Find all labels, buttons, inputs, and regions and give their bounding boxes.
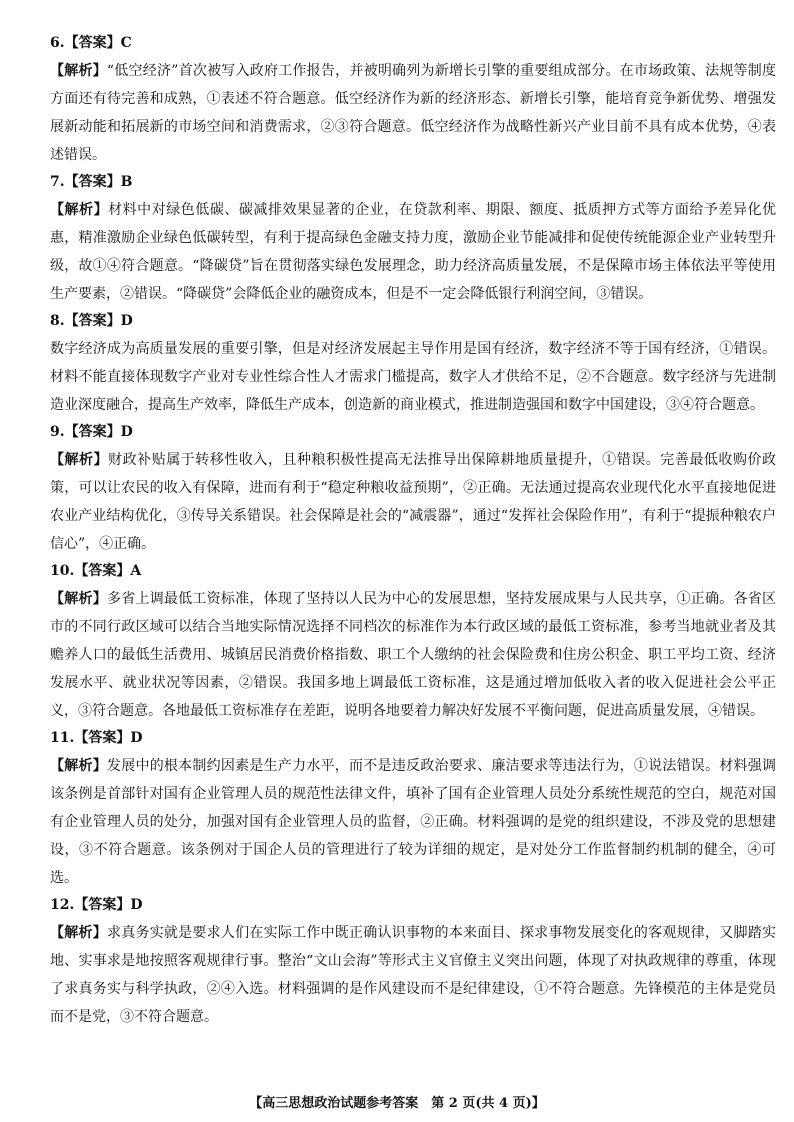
answer-line — [50, 310, 776, 332]
analysis-paragraph — [50, 196, 776, 308]
analysis-tag: 【解析】 — [50, 925, 107, 941]
question-9 — [50, 421, 776, 558]
analysis-paragraph — [50, 752, 776, 892]
analysis-tag: 【解析】 — [50, 758, 107, 774]
analysis-tag: 【解析】 — [50, 63, 107, 79]
answer-value: D — [120, 424, 133, 440]
answer-line — [50, 560, 776, 582]
analysis-paragraph — [50, 585, 776, 725]
answer-line — [50, 894, 776, 916]
answer-value: A — [130, 563, 142, 579]
question-7 — [50, 171, 776, 308]
analysis-paragraph — [50, 335, 776, 419]
answer-tag: 【答案】 — [64, 174, 121, 190]
analysis-text: 多省上调最低工资标准，体现了坚持以人民为中心的发展思想，坚持发展成果与人民共享，①正确。各省区市的不同行政区域可以结合当地实际情况选择不同档次的标准作为本行政区域的最低工资标准，参考当地就业者及其赡养人口的最低生活费用、城镇居民消费价格指数、职工个人缴纳的社会保险费和住房公积金、职工平均工资、经济发展水平、就业状况等因素，②错误。我国多地上调最低工资标准，这是通过增加低收入者的收入促进社会公平正义，③符合题意。各地最低工资标准存在差距，说明各地要着力解决好发展不平衡问题，促进高质量发展，④错误。 — [50, 591, 777, 719]
answer-line — [50, 171, 776, 193]
analysis-text: 求真务实就是要求人们在实际工作中既正确认识事物的本来面目、探求事物发展变化的客观规律，又脚踏实地、实事求是地按照客观规律行事。整治“文山会海”等形式主义官僚主义突出问题，体现了对执政规律的尊重，体现了求真务实与科学执政，②④入选。材料强调的是作风建设而不是纪律建设，①不符合题意。先锋模范的主体是党员而不是党，③不符合题意。 — [50, 925, 777, 1025]
question-number: 8. — [50, 313, 65, 329]
answer-tag: 【答案】 — [74, 897, 131, 913]
answer-value: B — [120, 174, 133, 190]
analysis-tag: 【解析】 — [50, 202, 109, 218]
question-number: 9. — [50, 424, 65, 440]
analysis-tag: 【解析】 — [50, 591, 107, 607]
answer-tag: 【答案】 — [64, 35, 121, 51]
question-number: 6. — [50, 35, 65, 51]
question-number: 7. — [50, 174, 65, 190]
analysis-paragraph — [50, 57, 776, 169]
page-footer: 【高三思想政治试题参考答案 第 2 页(共 4 页)】 — [249, 1096, 545, 1111]
answer-list — [50, 32, 776, 1033]
question-number: 12. — [50, 897, 75, 913]
question-number: 10. — [50, 563, 75, 579]
analysis-text: “低空经济”首次被写入政府工作报告，并被明确列为新增长引擎的重要组成部分。在市场政策、法规等制度方面还有待完善和成熟，①表述不符合题意。低空经济作为新的经济形态、新增长引擎，能培育竞争新优势、增强发展新动能和拓展新的市场空间和消费需求，②③符合题意。低空经济作为战略性新兴产业目前不具有成本优势，④表述错误。 — [50, 63, 777, 163]
answer-tag: 【答案】 — [74, 563, 131, 579]
analysis-paragraph — [50, 919, 776, 1031]
answer-value: D — [130, 897, 143, 913]
answer-tag: 【答案】 — [64, 424, 121, 440]
analysis-text: 材料中对绿色低碳、碳减排效果显著的企业，在贷款利率、期限、额度、抵质押方式等方面给予差异化优惠，精准激励企业绿色低碳转型，有利于提高绿色金融支持力度，激励企业节能减排和促使传统能源企业产业转型升级，故①④符合题意。“降碳贷”旨在贯彻落实绿色发展理念，助力经济高质量发展，不是保障市场主体依法平等使用生产要素，②错误。“降碳贷”会降低企业的融资成本，但是不一定会降低银行利润空间，③错误。 — [50, 202, 776, 302]
analysis-text: 财政补贴属于转移性收入，且种粮积极性提高无法推导出保障耕地质量提升，①错误。完善最低收购价政策，可以让农民的收入有保障，进而有利于“稳定种粮收益预期”，②正确。无法通过提高农业现代化水平直接地促进农业产业结构优化，③传导关系错误。社会保障是社会的“减震器”，通过“发挥社会保险作用”，有利于“提振种粮农户信心”，④正确。 — [50, 452, 776, 552]
analysis-text: 数字经济成为高质量发展的重要引擎，但是对经济发展起主导作用是国有经济，数字经济不等于国有经济，①错误。材料不能直接体现数字产业对专业性综合性人才需求门槛提高，数字人才供给不足，②不合题意。数字经济与先进制造业深度融合，提高生产效率，降低生产成本，创造新的商业模式，推进制造强国和数字中国建设，③④符合题意。 — [50, 341, 776, 413]
analysis-text: 发展中的根本制约因素是生产力水平，而不是违反政治要求、廉洁要求等违法行为，①说法错误。材料强调该条例是首部针对国有企业管理人员的规范性法律文件，填补了国有企业管理人员处分系统性规范的空白，规范对国有企业管理人员的处分，加强对国有企业管理人员的监督，②正确。材料强调的是党的组织建设，不涉及党的思想建设，③不符合题意。该条例对于国企人员的管理进行了较为详细的规定，是对处分工作监督制约机制的健全，④可选。 — [50, 758, 777, 886]
analysis-paragraph — [50, 446, 776, 558]
answer-line — [50, 421, 776, 443]
question-12 — [50, 894, 776, 1031]
question-10 — [50, 560, 776, 725]
answer-value: D — [130, 730, 143, 746]
question-8 — [50, 310, 776, 419]
question-6 — [50, 32, 776, 169]
analysis-tag: 【解析】 — [50, 452, 109, 468]
answer-value: C — [120, 35, 132, 51]
question-11 — [50, 727, 776, 892]
answer-tag: 【答案】 — [74, 730, 131, 746]
answer-tag: 【答案】 — [64, 313, 121, 329]
question-number: 11. — [50, 730, 75, 746]
answer-line — [50, 727, 776, 749]
answer-line — [50, 32, 776, 54]
answer-value: D — [120, 313, 133, 329]
